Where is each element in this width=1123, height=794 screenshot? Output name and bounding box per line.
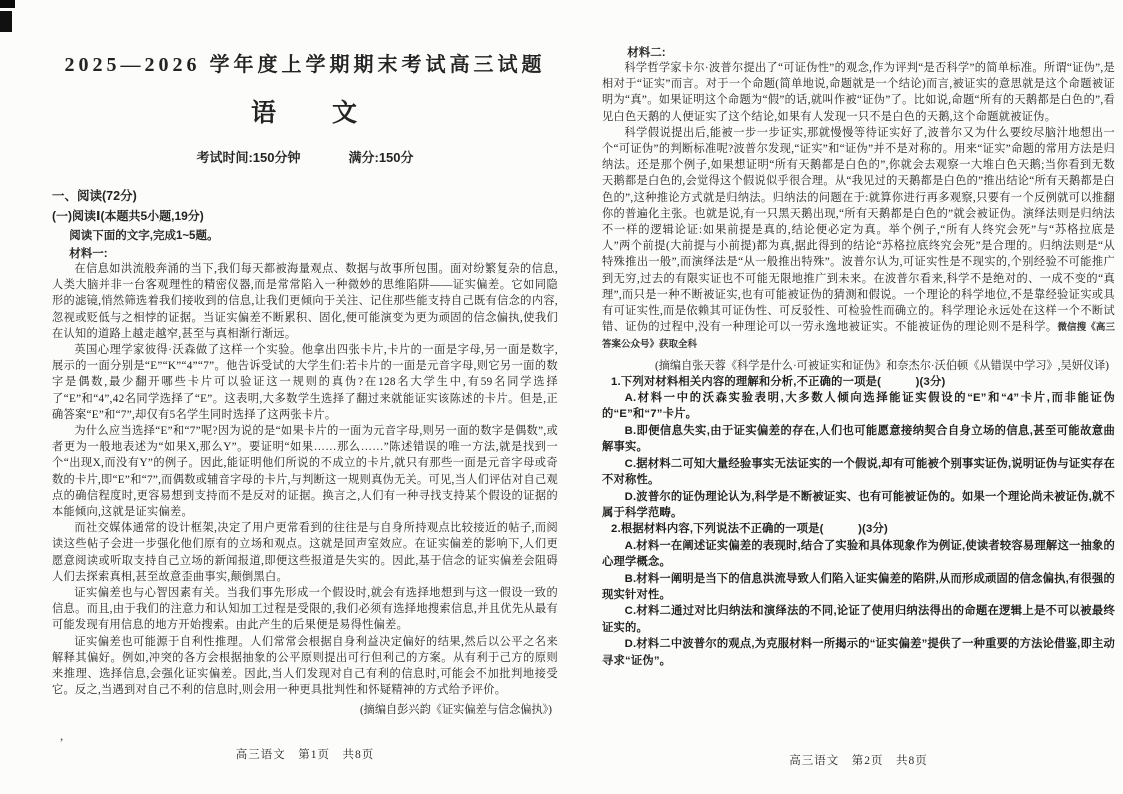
material-1-label: 材料一: [69,248,108,260]
question-2-option-a: A.材料一在阐述证实偏差的表现时,结合了实验和具体现象作为例证,使读者较容易理解这一抽象的心理学概念。 [602,539,1115,569]
question-2-option-c: C.材料二通过对比归纳法和演绎法的不同,论证了使用归纳法得出的命题在逻辑上是不可以被最终证实的。 [602,605,1115,634]
material-1-paragraph: 英国心理学家彼得·沃森做了这样一个实验。他拿出四张卡片,卡片的一面是字母,另一面是数字,展示的一面分别是“E”“K”“4”“7”。他告诉受试的大学生们:若卡片的一面是元音字母,则它另一面的数字是偶数,最少翻开哪些卡片可以验证这一规则的真伪?在128名大学生中,有59名同学选择了“E”和“4”,42名同学选择了“E”。这表明,大多数学生选择了翻过来就能证实该陈述的卡片。但是,正确答案“E”和“7”,却仅有5名学生同时选择了这两张卡片。 [52,344,558,421]
page-1-footer: 高三语文 第1页 共8页 [235,749,375,761]
material-2-paragraph-text: 科学假说提出后,能被一步一步证实,那就慢慢等待证实好了,波普尔又为什么要绞尽脑汁地想出一个“可证伪”的判断标准呢?波普尔发现,“证实”和“证伪”并不是对称的。用来“证实”命题的常用方法是归纳法。还是那个例子,如果想证明“所有天鹅都是白色的”,你就会去观察一大堆白色天鹅;当你看到无数天鹅都是白色的,会觉得这个假说似乎很合理。从“我见过的天鹅都是白色的”推出结论“所有天鹅都是白色的”,这种推论方式就是归纳法。归纳法的问题在于:就算你进行再多观察,只要有一个反例就可以推翻你的普遍化主张。也就是说,有一只黑天鹅出现,“所有天鹅都是白色的”就会被证伪。演绎法则是归纳法不一样的逻辑论证:如果前提是真的,结论便必定为真。举个例子,“所有人终究会死”与“苏格拉底是人”两个前提(大前提与小前提)都为真,据此得到的结论“苏格拉底终究会死”是合理的。归纳法则是“从特殊推出一般”,而演绎法是“从一般推出特殊”。波普尔认为,可证实性是不现实的,个别经验不可能推广到无穷,过去的有限实证也不可能无限地推广到未来。在波普尔看来,科学不是绝对的、一成不变的“真理”,而只是一种不断被证实,也有可能被证伪的猜测和假说。一个理论的科学地位,不是靠经验证实或具有可证实性,而是依赖其可证伪性、可反驳性、可检验性而确立的。科学理论永远处在这样一个不断试错、证伪的过程中,没有一种理论可以一劳永逸地被证实。不能被证伪的理论则不是科学。 [602,126,1115,334]
material-1-paragraph: 在信息如洪流般奔涌的当下,我们每天都被海量观点、数据与故事所包围。面对纷繁复杂的信息,人类大脑并非一台客观理性的精密仪器,而是常常陷入一种微妙的思维陷阱——证实偏差。它如同隐形的滤镜,悄然筛选着我们接收到的信息,让我们更倾向于关注、记住那些能支持自己既有信念的内容,忽视或贬低与之相悖的证据。当证实偏差不断累积、固化,便可能演变为更为顽固的信念偏执,使我们在认知的道路上越走越窄,甚至与真相渐行渐远。 [52,263,558,340]
exam-info-line [52,147,558,166]
material-1-attribution: (摘编自彭兴韵《证实偏差与信念偏执》) [359,704,552,717]
question-1-option-b: B.即便信息失实,由于证实偏差的存在,人们也可能愿意接纳契合自身立场的信息,甚至可能故意曲解事实。 [602,424,1115,454]
question-1-option-c: C.据材料二可知大量经验事实无法证实的一个假说,却有可能被个别事实证伪,说明证伪与证实存在不对称性。 [602,457,1115,487]
subject-title: 语 文 [250,99,359,127]
material-1-paragraph: 为什么应当选择“E”和“7”呢?因为说的是“如果卡片的一面为元音字母,则另一面的数字是偶数”,或者更为一般地表述为“如果X,那么Y”。要证明“如果……那么……”陈述错误的唯一方法,就是找到一个“出现X,而没有Y”的例子。因此,能证明他们所说的不成立的卡片,就只有那些一面是元音字母或奇数的卡片,即“E”和“7”,而偶数或辅音字母的卡片,与判断这一规则真伪无关。可见,当人们评估对自己观点的确信程度时,更容易想到支持而不是反对的证据。换言之,人们有一种寻找支持某个假设的证据的本能倾向,这就是证实偏差。 [52,425,558,519]
page-2-footer: 高三语文 第2页 共8页 [789,755,928,767]
material-1-text [52,261,558,698]
material-1-paragraph: 而社交媒体通常的设计框架,决定了用户更常看到的往往是与自身所持观点比较接近的帖子,而阅读这些帖子会进一步强化他们原有的立场和观点。这就是回声室效应。在证实偏差的影响下,人们更愿意阅读或听取支持自己立场的新闻报道,即便这些报道是失实的。因此,基于信念的证实偏差会阻碍人们去探索真相,甚至故意歪曲事实,颠倒黑白。 [52,522,558,583]
question-2-option-b: B.材料一阐明是当下的信息洪流导致人们陷入证实偏差的陷阱,从而形成顽固的信念偏执,有很强的现实针对性。 [602,572,1115,601]
page-1 [52,48,558,718]
material-1-paragraph: 证实偏差也与心智因素有关。当我们事先形成一个假设时,就会有选择地想到与这一假设一致的信息。而且,由于我们的注意力和认知加工过程是受限的,我们必须有选择地搜索信息,并且优先从最有可能发现有用信息的地方开始搜索。由此产生的后果便是易得性偏差。 [52,587,558,632]
material-1-paragraph: 证实偏差也可能源于自利性推理。人们常常会根据自身利益决定偏好的结果,然后以公平之名来解释其偏好。例如,冲突的各方会根据抽象的公平原则提出可行但利己的方案。从有利于己方的原则来推理、选择信息,会强化证实偏差。因此,当人们发现对自己有利的信息时,可能会不加批判地接受它。反之,当遇到对自己不利的信息时,则会用一种更具批判性和怀疑精神的方式给予评价。 [52,635,558,697]
section-heading-reading: 一、阅读(72分) [52,189,137,203]
questions-block [602,374,1115,669]
scan-artifact: , [60,728,64,743]
scan-corner-mark [0,0,15,8]
subsection-heading-reading-1: (一)阅读Ⅰ(本题共5小题,19分) [52,209,204,223]
material-2-paragraph [602,125,1115,354]
question-1-stem: 1.下列对材料相关内容的理解和分析,不正确的一项是( )(3分) [611,375,946,388]
answer-channel-watermark: 微信搜《高三答案公众号》获取全科 [602,322,1115,351]
material-2-label: 材料二: [627,47,666,59]
question-1-option-a: A.材料一中的沃森实验表明,大多数人倾向选择能证实假设的“E”和“4”卡片,而非能证伪的“E”和“7”卡片。 [602,392,1115,421]
material-2-paragraph: 科学哲学家卡尔·波普尔提出了“可证伪性”的观念,作为评判“是否科学”的简单标准。所谓“证伪”,是相对于“证实”而言。对于一个命题(简单地说,命题就是一个结论)而言,被证实的意思就是这个命题被证明为“真”。如果证明这个命题为“假”的话,就叫作被“证伪”了。比如说,命题“所有的天鹅都是白色的”,看见白色天鹅的人便证实了这个结论,如果有人发现一只不是白色的天鹅,这个命题就被证伪。 [602,62,1115,123]
material-2-attribution: (摘编自张天蓉《科学是什么·可被证实和证伪》和奈杰尔·沃伯顿《从错误中学习》,吴妍仪译) [654,359,1109,372]
question-1-option-d: D.波普尔的证伪理论认为,科学是不断被证实、也有可能被证伪的。如果一个理论尚未被证伪,就不属于科学范畴。 [602,490,1115,519]
question-2-stem: 2.根据材料内容,下列说法不正确的一项是( )(3分) [611,523,888,536]
scan-corner-mark [0,11,12,32]
exam-time: 考试时间:150分钟 [196,150,301,165]
material-2-text [602,60,1115,354]
page-2 [602,44,1115,669]
full-score: 满分:150分 [348,150,414,165]
question-2-option-d: D.材料二中波普尔的观点,为克服材料一所揭示的“证实偏差”提供了一种重要的方法论借鉴,即主动寻求“证伪”。 [602,638,1115,667]
reading-instruction: 阅读下面的文字,完成1~5题。 [69,230,219,242]
exam-title: 2025—2026 学年度上学期期末考试高三试题 [64,54,546,76]
